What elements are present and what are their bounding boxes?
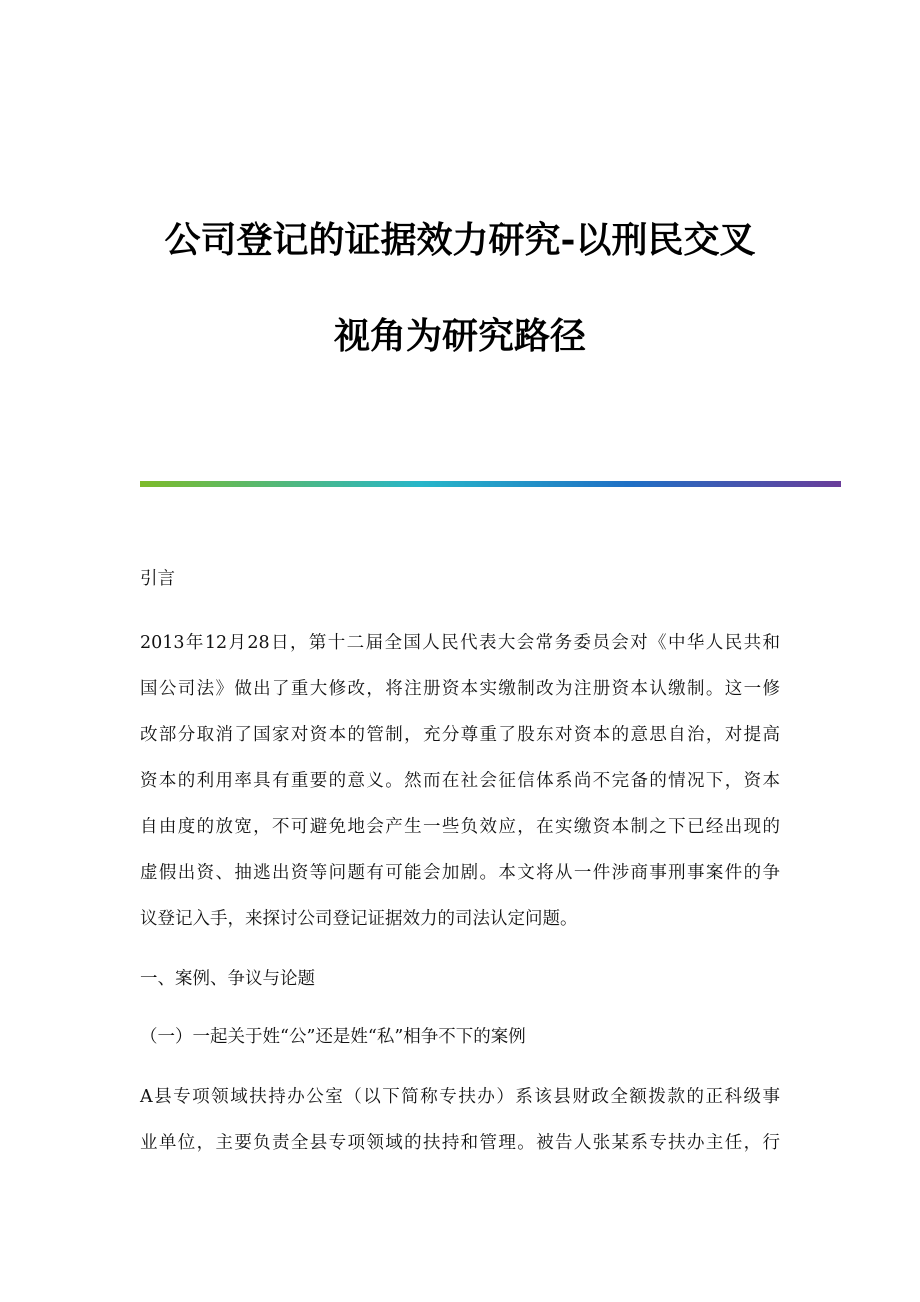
case-line: A县专项领域扶持办公室（以下简称专扶办）系该县财政全额拨款的正科级事 <box>140 1087 780 1107</box>
section-1-heading-text: 一、案例、争议与论题 <box>140 969 315 989</box>
intro-heading-text: 引言 <box>140 569 175 589</box>
intro-line: 国公司法》做出了重大修改，将注册资本实缴制改为注册资本认缴制。这一修 <box>140 679 780 699</box>
intro-line: 虚假出资、抽逃出资等问题有可能会加剧。本文将从一件涉商事刑事案件的争 <box>140 863 780 883</box>
document-title-line-2: 视角为研究路径 <box>333 315 586 357</box>
intro-heading <box>140 556 780 602</box>
intro-line: 议登记入手，来探讨公司登记证据效力的司法认定问题。 <box>140 909 578 929</box>
title-divider <box>140 481 841 487</box>
case-paragraph <box>140 1074 780 1166</box>
intro-line: 自由度的放宽，不可避免地会产生一些负效应，在实缴资本制之下已经出现的 <box>140 817 780 837</box>
intro-line: 改部分取消了国家对资本的管制，充分尊重了股东对资本的意思自治，对提高 <box>140 725 780 745</box>
document-title-line-1: 公司登记的证据效力研究-以刑民交叉 <box>164 219 756 261</box>
intro-line: 资本的利用率具有重要的意义。然而在社会征信体系尚不完备的情况下，资本 <box>140 771 780 791</box>
intro-paragraph <box>140 620 780 942</box>
intro-line: 2013年12月28日，第十二届全国人民代表大会常务委员会对《中华人民共和 <box>140 633 780 653</box>
subsection-1-heading-text: （一）一起关于姓“公”还是姓“私”相争不下的案例 <box>140 1027 526 1047</box>
case-line: 业单位，主要负责全县专项领域的扶持和管理。被告人张某系专扶办主任，行 <box>140 1133 780 1153</box>
subsection-1-heading <box>140 1014 780 1060</box>
section-1-heading <box>140 956 780 1002</box>
